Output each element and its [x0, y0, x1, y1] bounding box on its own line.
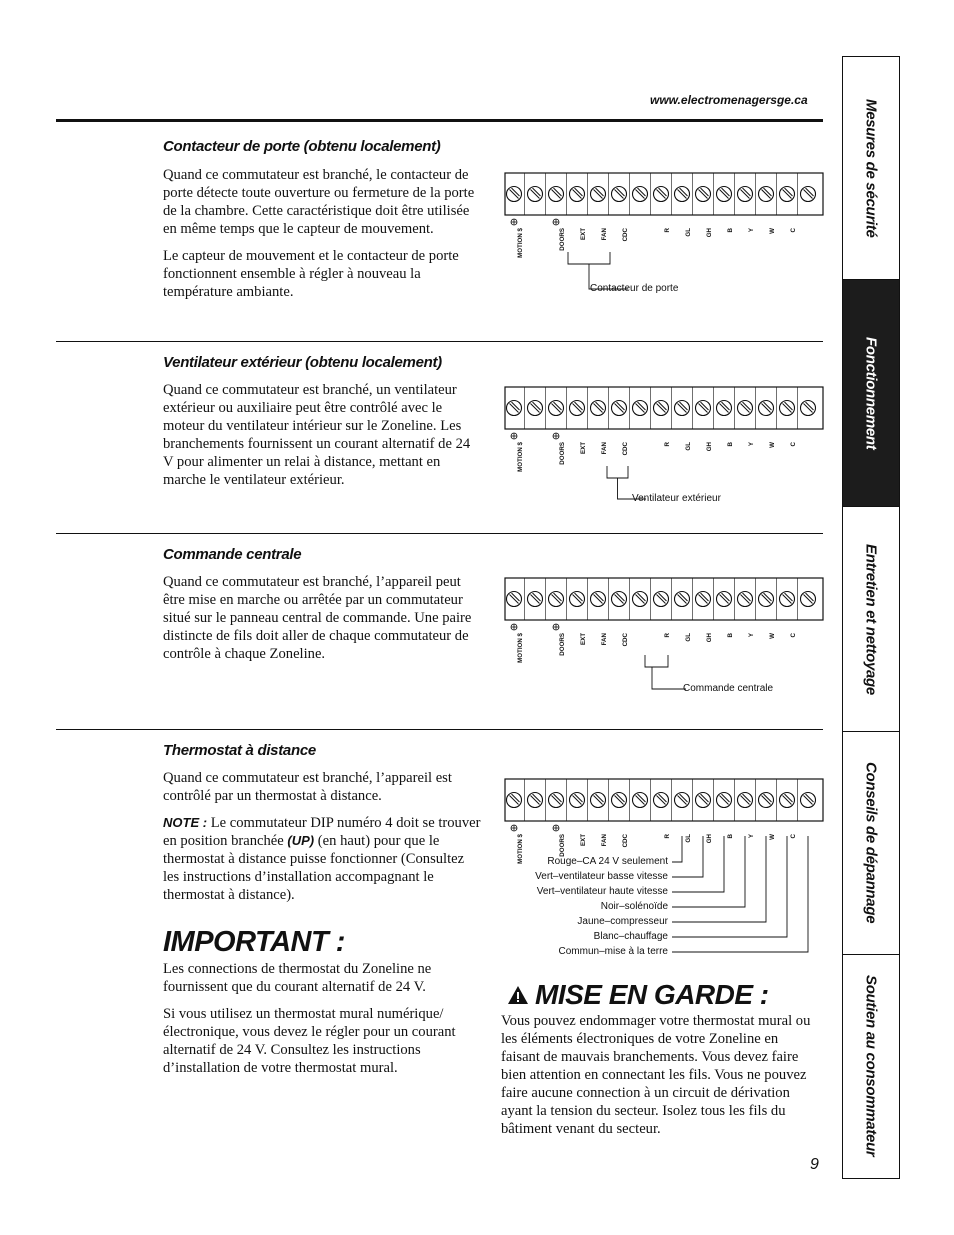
section-divider: [56, 729, 823, 730]
terminal-label: Y: [748, 834, 755, 839]
terminal-screw-icon: [612, 793, 627, 808]
paragraph: Quand ce commutateur est branché, l’appareil est contrôlé par un thermostat à distance.: [163, 770, 452, 804]
terminal-screw-icon: [717, 793, 732, 808]
tab-safety[interactable]: [843, 57, 899, 280]
terminal-screw-icon: [549, 187, 564, 202]
terminal-screw-icon: [717, 592, 732, 607]
ground-symbol-icon: [553, 825, 559, 831]
terminal-screw-icon: [549, 793, 564, 808]
terminal-screw-icon: [780, 187, 795, 202]
terminal-label: EXT: [580, 633, 587, 646]
terminal-label: EXT: [580, 442, 587, 455]
terminal-screw-icon: [759, 187, 774, 202]
section-divider: [56, 533, 823, 534]
terminal-label: W: [769, 633, 776, 639]
terminal-screw-icon: [654, 401, 669, 416]
note-text: Le commutateur DIP numéro 4 doit se trouver en position branchée: [163, 815, 481, 849]
ground-symbol-icon: [553, 433, 559, 439]
tab-label: Soutien au consommateur: [862, 975, 880, 1157]
wire-leader-line: [672, 836, 808, 952]
wire-leader-line: [672, 836, 745, 907]
terminal-label: R: [664, 633, 671, 638]
terminal-label: Y: [748, 633, 755, 638]
terminal-screw-icon: [675, 401, 690, 416]
terminal-label: DOORS: [559, 834, 566, 857]
section-title-remote-thermostat: Thermostat à distance: [163, 742, 316, 759]
section-body-door-contact: [163, 166, 481, 310]
terminal-label: B: [727, 442, 734, 447]
terminal-screw-icon: [570, 592, 585, 607]
terminal-label: GH: [706, 633, 713, 643]
tab-operation[interactable]: [843, 280, 899, 507]
terminal-screw-icon: [675, 592, 690, 607]
terminal-label: W: [769, 834, 776, 840]
tab-label: Fonctionnement: [862, 336, 880, 450]
terminal-label: B: [727, 228, 734, 233]
note-up-label: (UP): [287, 833, 315, 848]
tab-consumer-support[interactable]: [843, 955, 899, 1177]
terminal-label: DOORS: [559, 633, 566, 656]
section-divider: [56, 341, 823, 342]
terminal-screw-icon: [801, 592, 816, 607]
terminal-screw-icon: [780, 793, 795, 808]
ground-symbol-icon: [511, 433, 517, 439]
terminal-label: GH: [706, 834, 713, 844]
header-rule: [56, 119, 823, 122]
terminal-screw-icon: [675, 793, 690, 808]
terminal-screw-icon: [633, 187, 648, 202]
wire-label-green-low: Vert–ventilateur basse vitesse: [535, 871, 668, 882]
terminal-screw-icon: [528, 187, 543, 202]
terminal-label: MOTION $: [517, 228, 524, 258]
terminal-screw-icon: [801, 401, 816, 416]
terminal-screw-icon: [612, 187, 627, 202]
terminal-label: W: [769, 442, 776, 448]
terminal-screw-icon: [759, 401, 774, 416]
terminal-diagram-outdoor-fan: [504, 386, 826, 521]
paragraph: Si vous utilisez un thermostat mural numérique/électronique, vous devez le régler pour un courant alternatif de 24 V. Consultez les instructions d’installation de votre thermostat mural.: [163, 1006, 456, 1076]
wire-label-black: Noir–solénoïde: [600, 901, 668, 912]
terminal-screw-icon: [591, 401, 606, 416]
terminal-screw-icon: [633, 592, 648, 607]
terminal-label: GL: [685, 442, 692, 451]
terminal-screw-icon: [759, 592, 774, 607]
terminal-screw-icon: [654, 187, 669, 202]
terminal-screw-icon: [738, 793, 753, 808]
ground-symbol-icon: [511, 624, 517, 630]
note-text: (en haut) pour que le thermostat à distance puisse fonctionner (Consultez les instructions d’installation accompagnant le thermostat à distance).: [163, 833, 465, 903]
ground-symbol-icon: [511, 825, 517, 831]
terminal-screw-icon: [528, 793, 543, 808]
terminal-label: C: [790, 228, 797, 233]
terminal-screw-icon: [612, 592, 627, 607]
website-url: www.electromenagersge.ca: [650, 93, 808, 107]
terminal-screw-icon: [612, 401, 627, 416]
terminal-screw-icon: [801, 187, 816, 202]
terminal-label: B: [727, 633, 734, 638]
section-title-outdoor-fan: Ventilateur extérieur (obtenu localement): [163, 354, 442, 371]
terminal-label: GH: [706, 228, 713, 238]
terminal-label: CDC: [622, 442, 629, 456]
terminal-label: C: [790, 834, 797, 839]
terminal-screw-icon: [507, 793, 522, 808]
terminal-screw-icon: [633, 401, 648, 416]
terminal-screw-icon: [549, 401, 564, 416]
section-title-door-contact: Contacteur de porte (obtenu localement): [163, 138, 441, 155]
terminal-label: R: [664, 442, 671, 447]
callout-bracket: [645, 655, 686, 689]
terminal-label: GL: [685, 633, 692, 642]
wire-label-green-high: Vert–ventilateur haute vitesse: [536, 886, 668, 897]
terminal-label: FAN: [601, 228, 608, 241]
tab-label: Mesures de sécurité: [862, 98, 880, 238]
terminal-screw-icon: [696, 592, 711, 607]
terminal-screw-icon: [591, 793, 606, 808]
terminal-label: FAN: [601, 834, 608, 847]
terminal-screw-icon: [507, 401, 522, 416]
terminal-screw-icon: [780, 401, 795, 416]
terminal-label: B: [727, 834, 734, 839]
terminal-screw-icon: [654, 793, 669, 808]
terminal-screw-icon: [696, 187, 711, 202]
terminal-diagram-svg: [504, 577, 826, 707]
important-heading: IMPORTANT :: [163, 926, 345, 958]
caution-title: MISE EN GARDE :: [535, 979, 769, 1010]
terminal-label: FAN: [601, 442, 608, 455]
terminal-screw-icon: [696, 793, 711, 808]
paragraph: Quand ce commutateur est branché, l’appareil peut être mise en marche ou arrêtée par un commutateur situé sur le panneau central de commande. Une paire distincte de fils doit aller de chaque commutateur de contrôle à chaque Zoneline.: [163, 574, 472, 662]
caution-heading: [507, 979, 769, 1011]
terminal-screw-icon: [507, 592, 522, 607]
wire-label-red: Rouge–CA 24 V seulement: [547, 856, 668, 867]
terminal-label: DOORS: [559, 442, 566, 465]
terminal-screw-icon: [507, 187, 522, 202]
terminal-label: R: [664, 834, 671, 839]
terminal-label: Y: [748, 442, 755, 447]
terminal-screw-icon: [738, 401, 753, 416]
terminal-screw-icon: [570, 187, 585, 202]
terminal-label: C: [790, 442, 797, 447]
terminal-screw-icon: [717, 401, 732, 416]
terminal-screw-icon: [549, 592, 564, 607]
terminal-screw-icon: [591, 187, 606, 202]
section-title-central-control: Commande centrale: [163, 546, 302, 563]
caution-body: Vous pouvez endommager votre thermostat mural ou les éléments électroniques de votre Zoneline en faisant de mauvais branchements. Vous devez faire bien attention en connectant les fils. Vous ne pouvez faire aucune connection à un circuit de dérivation ayant la tension du secteur. Isolez tous les fils du bâtiment venant du secteur.: [501, 1013, 811, 1137]
terminal-screw-icon: [570, 793, 585, 808]
paragraph: Quand ce commutateur est branché, un ventilateur extérieur ou auxiliaire peut être contrôlé avec le moteur du ventilateur intérieur sur le Zoneline. Les branchements fournissent un courant alternatif de 24 V pour alimenter un relai à distance, mettant en marche le ventilateur extérieur.: [163, 382, 471, 488]
section-body-central-control: [163, 573, 481, 672]
terminal-screw-icon: [696, 401, 711, 416]
wire-label-common: Commun–mise à la terre: [558, 946, 668, 957]
wire-leader-line: [672, 836, 766, 922]
terminal-diagram-central-control: [504, 577, 826, 712]
ground-symbol-icon: [511, 219, 517, 225]
ground-symbol-icon: [553, 624, 559, 630]
terminal-screw-icon: [528, 592, 543, 607]
terminal-label: GH: [706, 442, 713, 452]
terminal-label: EXT: [580, 228, 587, 241]
diagram-callout-label: Commande centrale: [683, 683, 774, 694]
diagram-callout-label: Ventilateur extérieur: [632, 493, 721, 504]
section-body-remote-thermostat: [163, 769, 481, 913]
terminal-screw-icon: [801, 793, 816, 808]
terminal-label: MOTION $: [517, 442, 524, 472]
paragraph: Le capteur de mouvement et le contacteur de porte fonctionnent ensemble à régler à nouveau la température ambiante.: [163, 248, 459, 300]
terminal-screw-icon: [570, 401, 585, 416]
terminal-screw-icon: [675, 187, 690, 202]
wire-label-yellow: Jaune–compresseur: [577, 916, 668, 927]
terminal-label: MOTION $: [517, 834, 524, 864]
terminal-diagram-door-contact: [504, 172, 826, 307]
terminal-label: FAN: [601, 633, 608, 646]
paragraph: Quand ce commutateur est branché, le contacteur de porte détecte toute ouverture ou fermeture de la porte de la chambre. Cette caractéristique doit être utilisée en même temps que le capteur de mouvement.: [163, 167, 475, 237]
tab-troubleshooting[interactable]: [843, 732, 899, 955]
note-paragraph: [163, 814, 481, 904]
important-body: [163, 960, 481, 1086]
section-body-outdoor-fan: [163, 381, 481, 498]
terminal-label: GL: [685, 834, 692, 843]
terminal-screw-icon: [528, 401, 543, 416]
terminal-label: CDC: [622, 834, 629, 848]
terminal-screw-icon: [780, 592, 795, 607]
paragraph: Les connections de thermostat du Zoneline ne fournissent que du courant alternatif de 24 V.: [163, 961, 432, 995]
terminal-label: CDC: [622, 633, 629, 647]
terminal-label: DOORS: [559, 228, 566, 251]
terminal-label: EXT: [580, 834, 587, 847]
thermostat-wire-list: [500, 854, 668, 959]
terminal-screw-icon: [738, 187, 753, 202]
wire-label-white: Blanc–chauffage: [593, 931, 668, 942]
wire-leader-line: [672, 836, 682, 862]
terminal-screw-icon: [633, 793, 648, 808]
wire-leader-line: [672, 836, 724, 892]
terminal-label: C: [790, 633, 797, 638]
page-number: 9: [810, 1156, 819, 1173]
ground-symbol-icon: [553, 219, 559, 225]
note-label: NOTE :: [163, 815, 208, 830]
terminal-screw-icon: [654, 592, 669, 607]
terminal-label: GL: [685, 228, 692, 237]
terminal-label: W: [769, 228, 776, 234]
terminal-label: R: [664, 228, 671, 233]
terminal-screw-icon: [717, 187, 732, 202]
terminal-screw-icon: [738, 592, 753, 607]
terminal-label: Y: [748, 228, 755, 233]
tab-care-cleaning[interactable]: [843, 507, 899, 732]
diagram-callout-label: Contacteur de porte: [590, 283, 679, 294]
sidebar-tabs: [842, 56, 900, 1179]
terminal-label: CDC: [622, 228, 629, 242]
terminal-screw-icon: [591, 592, 606, 607]
tab-label: Conseils de dépannage: [862, 762, 880, 924]
tab-label: Entretien et nettoyage: [862, 543, 880, 695]
warning-triangle-icon: [507, 985, 529, 1005]
terminal-screw-icon: [759, 793, 774, 808]
terminal-label: MOTION $: [517, 633, 524, 663]
